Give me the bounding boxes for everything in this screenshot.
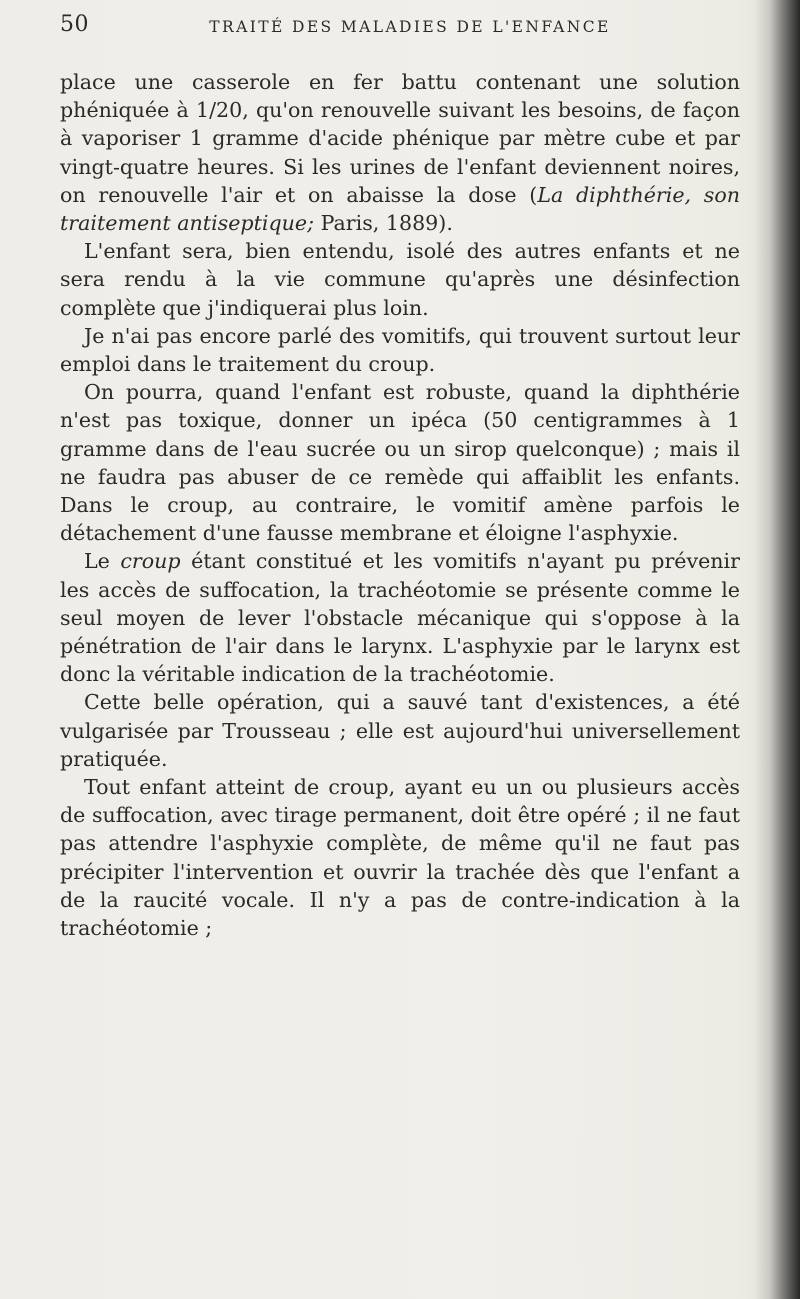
paragraph: Cette belle opération, qui a sauvé tant d'existences, a été vulgarisée par Trousseau ; elle est aujourd'hui universellement pratiquée. <box>60 690 740 771</box>
page-edge-shadow <box>754 0 800 1299</box>
paragraph <box>60 68 740 237</box>
page-number: 50 <box>60 12 89 37</box>
running-title: TRAITÉ DES MALADIES DE L'ENFANCE <box>209 18 611 36</box>
paragraph-text: Paris, 1889). <box>314 211 453 236</box>
italic-term: croup <box>120 549 181 574</box>
body-text <box>60 68 740 942</box>
paragraph-text: étant constitué et les vomitifs n'ayant pu prévenir les accès de suffocation, la trachéotomie se présente comme le seul moyen de lever l'obstacle mécanique qui s'oppose à la pénétration de l'air dans le larynx. L'asphyxie par le larynx est donc la véritable indication de la trachéotomie. <box>60 549 740 687</box>
paragraph-text: Le <box>84 549 121 574</box>
paragraph <box>60 547 740 688</box>
paragraph-text: place une casserole en fer battu contenant une solution phéniquée à 1/20, qu'on renouvelle suivant les besoins, de façon à vaporiser 1 gramme d'acide phénique par mètre cube et par vingt-quatre heures. Si les urines de l'enfant deviennent noires, on renouvelle l'air et on abaisse la dose ( <box>60 70 740 207</box>
italic-citation: La diphthérie, son traitement antiseptique; <box>60 182 740 236</box>
paragraph: Je n'ai pas encore parlé des vomitifs, qui trouvent surtout leur emploi dans le traitement du croup. <box>60 323 740 377</box>
paragraph: Tout enfant atteint de croup, ayant eu un ou plusieurs accès de suffocation, avec tirage permanent, doit être opéré ; il ne faut pas attendre l'asphyxie complète, de même qu'il ne faut pas précipiter l'intervention et ouvrir la trachée dès que l'enfant a de la raucité vocale. Il n'y a pas de contre-indication à la trachéotomie ; <box>60 775 740 941</box>
page-header <box>60 12 760 46</box>
paragraph: On pourra, quand l'enfant est robuste, quand la diphthérie n'est pas toxique, donner un ipéca (50 centigrammes à 1 gramme dans de l'eau sucrée ou un sirop quelconque) ; mais il ne faudra pas abuser de ce remède qui affaiblit les enfants. Dans le croup, au contraire, le vomitif amène parfois le détachement d'une fausse membrane et éloigne l'asphyxie. <box>60 380 740 546</box>
paragraph: L'enfant sera, bien entendu, isolé des autres enfants et ne sera rendu à la vie commune qu'après une désinfection complète que j'indiquerai plus loin. <box>60 239 740 320</box>
